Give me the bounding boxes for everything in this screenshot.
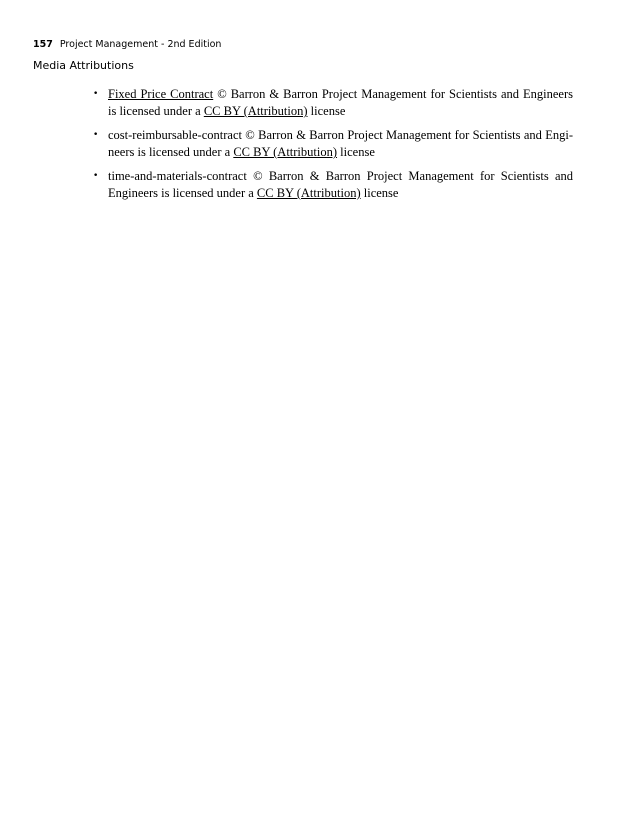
license-link[interactable]: CC BY (Attribution)	[256, 186, 361, 200]
bullet-icon: •	[93, 130, 99, 140]
book-title: Project Management - 2nd Edition	[59, 39, 222, 50]
attribution-text-end: license	[307, 104, 346, 118]
attribution-text-end: license	[337, 145, 375, 159]
page-number: 157	[33, 39, 53, 50]
attribution-text: © Barron & Barron Project Management for Scientists and Engineers is licensed under a	[108, 169, 573, 200]
bullet-icon: •	[93, 171, 99, 181]
attribution-title-link[interactable]: Fixed Price Contract	[108, 87, 214, 101]
attribution-title: cost-reimbursable-contract	[108, 128, 242, 142]
attribution-text-end: license	[360, 186, 399, 200]
license-link[interactable]: CC BY (Attribution)	[203, 104, 308, 118]
attribution-text: © Barron & Barron Project Management for Scientists and Engineers is licensed under a	[108, 128, 573, 159]
section-heading: Media Attributions	[33, 59, 134, 72]
attribution-title: time-and-materials-contract	[108, 169, 247, 183]
attribution-item	[93, 168, 573, 202]
running-header	[33, 39, 221, 50]
attribution-list	[93, 86, 574, 209]
attribution-item	[93, 86, 574, 120]
bullet-icon: •	[93, 89, 99, 99]
attribution-text: © Barron & Barron Project Management for Scientists and Engineers is licensed under a	[108, 87, 574, 118]
attribution-item	[93, 127, 573, 161]
license-link[interactable]: CC BY (Attribution)	[233, 145, 338, 159]
